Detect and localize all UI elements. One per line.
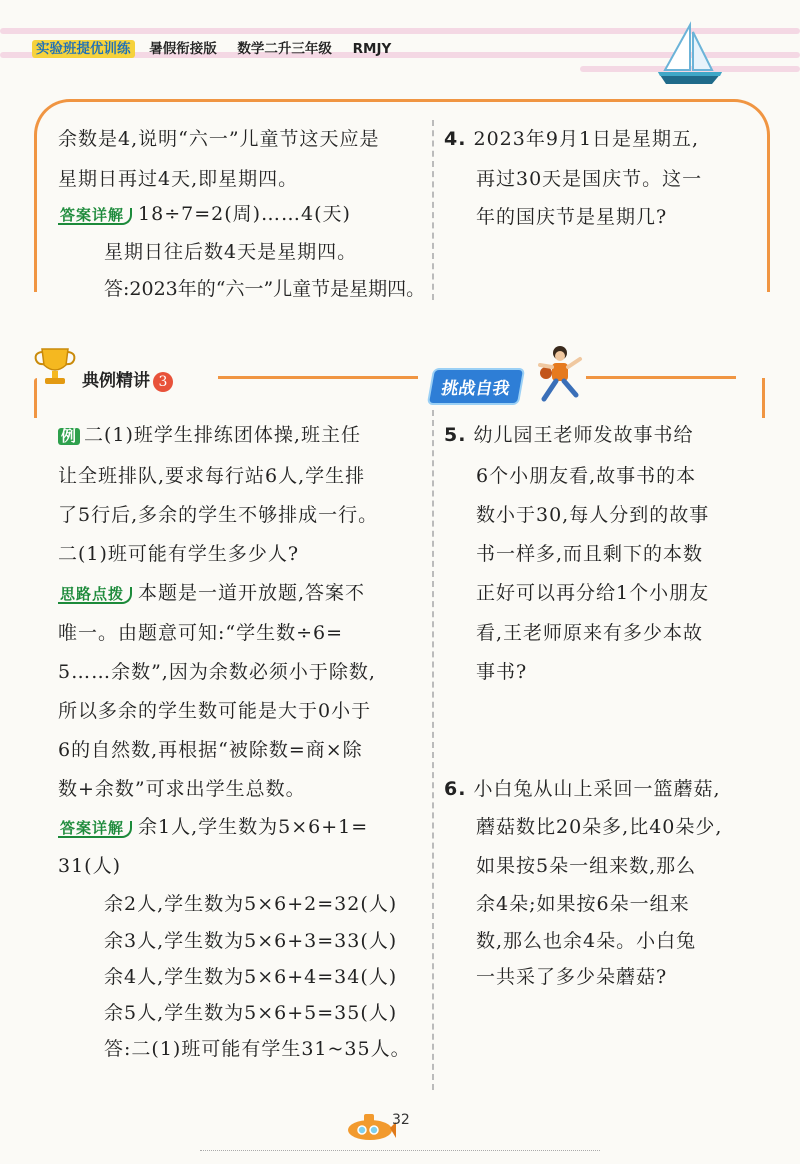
question-text: 正好可以再分给1个小朋友 <box>476 582 710 604</box>
answer-text: 18÷7=2(周)……4(天) <box>138 203 351 225</box>
example-text: 二(1)班可能有学生多少人? <box>58 543 300 565</box>
header-subject: 数学二升三年级 <box>237 41 332 57</box>
example-text: 了5行后,多余的学生不够排成一行。 <box>58 504 379 526</box>
question-text: 书一样多,而且剩下的本数 <box>476 543 704 565</box>
question-number: 6. <box>444 778 467 800</box>
section-rule <box>218 376 418 379</box>
question-4 <box>444 130 699 149</box>
footer-dots <box>200 1150 600 1151</box>
hint-text: 5……余数”,因为余数必须小于除数, <box>58 661 376 683</box>
question-text: 再过30天是国庆节。这一 <box>476 168 703 190</box>
column-divider <box>432 410 434 1090</box>
hint-text: 所以多余的学生数可能是大于0小于 <box>58 700 372 722</box>
question-text: 看,王老师原来有多少本故 <box>476 622 704 644</box>
section-title: 典例精讲 3 <box>82 366 173 392</box>
answer-text: 答:2023年的“六一”儿童节是星期四。 <box>104 278 426 300</box>
question-text: 2023年9月1日是星期五, <box>473 128 700 150</box>
text-line: 余数是4,说明“六一”儿童节这天应是 <box>58 128 380 150</box>
hint-text: 唯一。由题意可知:“学生数÷6= <box>58 622 344 644</box>
example-badge: 例 <box>58 428 80 445</box>
header-edition: 暑假衔接版 <box>149 41 217 57</box>
answer-text: 余2人,学生数为5×6+2=32(人) <box>104 893 398 915</box>
answer-text: 余4人,学生数为5×6+4=34(人) <box>104 966 398 988</box>
question-text: 小白兔从山上采回一篮蘑菇, <box>473 778 721 800</box>
question-text: 蘑菇数比20朵多,比40朵少, <box>476 816 723 838</box>
page-number: 32 <box>392 1112 410 1128</box>
hint-text: 本题是一道开放题,答案不 <box>138 582 366 604</box>
text-line: 星期日再过4天,即星期四。 <box>58 168 299 190</box>
section-rule <box>586 376 736 379</box>
hint-tag: 思路点拨 <box>58 587 132 604</box>
question-text: 幼儿园王老师发故事书给 <box>473 424 694 446</box>
header-brand: 实验班提优训练 <box>32 40 135 58</box>
header-title <box>32 37 407 57</box>
example-block <box>58 426 361 445</box>
hint-text: 6的自然数,再根据“被除数=商×除 <box>58 739 363 761</box>
question-text: 数,那么也余4朵。小白兔 <box>476 930 697 952</box>
question-text: 如果按5朵一组来数,那么 <box>476 855 697 877</box>
question-text: 年的国庆节是星期几? <box>476 206 668 228</box>
answer-text: 余3人,学生数为5×6+3=33(人) <box>104 930 398 952</box>
challenge-banner: 挑战自我 <box>427 368 526 405</box>
example-text: 二(1)班学生排练团体操,班主任 <box>84 424 361 446</box>
section-frame-left <box>34 378 37 418</box>
runner-icon <box>530 343 584 409</box>
submarine-icon <box>344 1108 396 1144</box>
answer-tag: 答案详解 <box>58 821 132 838</box>
answer-text: 余5人,学生数为5×6+5=35(人) <box>104 1002 398 1024</box>
answer-text: 星期日往后数4天是星期四。 <box>104 241 358 263</box>
section-index-badge: 3 <box>153 372 173 392</box>
question-text: 一共采了多少朵蘑菇? <box>476 966 668 988</box>
question-text: 余4朵;如果按6朵一组来 <box>476 893 690 915</box>
question-text: 事书? <box>476 661 528 683</box>
column-divider <box>432 120 434 300</box>
answer-block <box>58 818 368 838</box>
question-number: 5. <box>444 424 467 446</box>
trophy-icon <box>32 345 78 389</box>
hint-block <box>58 584 365 604</box>
hint-text: 数+余数”可求出学生总数。 <box>58 778 306 800</box>
example-text: 让全班排队,要求每行站6人,学生排 <box>58 465 366 487</box>
sailboat-icon <box>650 20 730 90</box>
question-text: 数小于30,每人分到的故事 <box>476 504 710 526</box>
question-number: 4. <box>444 128 467 150</box>
question-6 <box>444 780 721 799</box>
section-frame-right <box>762 378 765 418</box>
question-5 <box>444 426 694 445</box>
answer-tag: 答案详解 <box>58 208 132 225</box>
header-code: RMJY <box>352 41 392 57</box>
answer-text: 答:二(1)班可能有学生31~35人。 <box>104 1038 411 1060</box>
answer-text: 余1人,学生数为5×6+1= <box>138 816 369 838</box>
answer-block <box>58 205 351 225</box>
answer-text: 31(人) <box>58 855 122 877</box>
question-text: 6个小朋友看,故事书的本 <box>476 465 697 487</box>
